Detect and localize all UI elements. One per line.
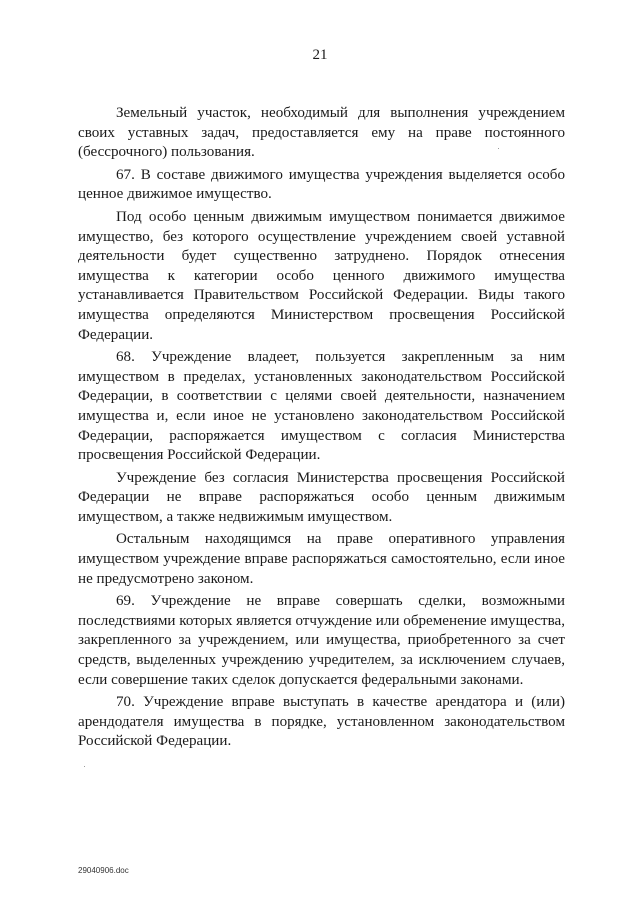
document-body [78, 104, 565, 752]
paragraph-67: 67. В составе движимого имущества учреждения выделяется особо ценное движимое имущество. [78, 166, 565, 203]
paragraph-67-definition: Под особо ценным движимым имуществом понимается движимое имущество, без которого осуществление учреждением своей уставной деятельности будет существенно затруднено. Порядок отнесения имущества к категории особо ценного движимого имущества устанавливается Правительством Российской Федерации. Виды такого имущества определяются Министерством просвещения Российской Федерации. [78, 208, 565, 343]
paragraph-70: 70. Учреждение вправе выступать в качестве арендатора и (или) арендодателя имущества в порядке, установленном законодательством Российской Федерации. [78, 694, 565, 750]
paragraph-69: 69. Учреждение не вправе совершать сделки, возможными последствиями которых является отчуждение или обременение имущества, закрепленного за учреждением, или имущества, приобретенного за счет средств, выделенных учреждению учредителем, за исключением случаев, если совершение таких сделок допускается федеральными законами. [78, 593, 565, 688]
footer-filename: 29040906.doc [78, 866, 129, 875]
page-number: 21 [312, 47, 328, 63]
paragraph-68-other-property: Остальным находящимся на праве оперативного управления имуществом учреждение вправе распоряжаться самостоятельно, если иное не предусмотрено законом. [78, 531, 565, 587]
scan-speck [84, 766, 85, 767]
paragraph-68: 68. Учреждение владеет, пользуется закрепленным за ним имуществом в пределах, установленных законодательством Российской Федерации, в соответствии с целями своей деятельности, назначением имущества и, если иное не установлено законодательством Российской Федерации, распоряжается имуществом с согласия Министерства просвещения Российской Федерации. [78, 349, 565, 464]
paragraph-land-plot: Земельный участок, необходимый для выполнения учреждением своих уставных задач, предоставляется ему на праве постоянного (бессрочного) пользования. [78, 105, 565, 161]
scan-speck [498, 148, 499, 149]
paragraph-68-restriction: Учреждение без согласия Министерства просвещения Российской Федерации не вправе распоряжаться особо ценным движимым имуществом, а также недвижимым имуществом. [78, 469, 565, 525]
